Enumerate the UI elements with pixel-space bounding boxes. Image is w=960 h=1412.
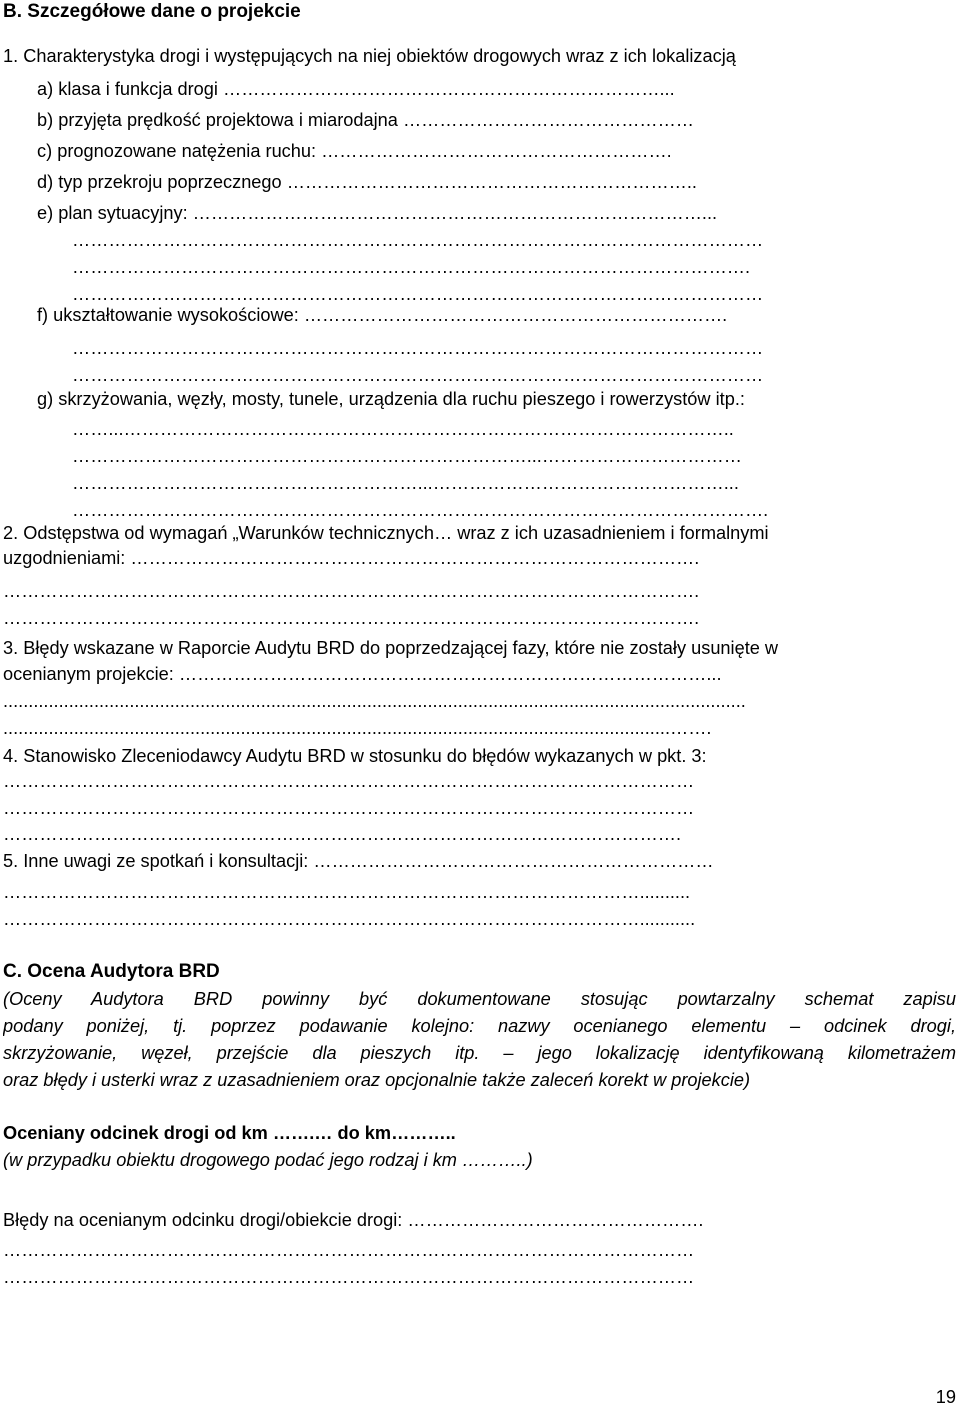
errors-continuation: …………………………………………………………………………………………………… xyxy=(3,1240,695,1260)
item-1g-continuation: ……………………………………………………………………………………………………. xyxy=(72,500,769,520)
item-5-continuation: ……………………………………………………………………………………………........... xyxy=(3,909,696,929)
item-1f-continuation: …………………………………………………………………………………………………… xyxy=(72,365,764,385)
item-4-line1: 4. Stanowisko Zleceniodawcy Audytu BRD w stosunku do błędów wykazanych w pkt. 3: xyxy=(3,746,707,766)
item-1b: b) przyjęta prędkość projektowa i miarodajna ………………………………………… xyxy=(37,110,694,130)
item-1d: d) typ przekroju poprzecznego ………………………………………………………….. xyxy=(37,172,697,192)
item-1e-continuation: …………………………………………………………………………………………………… xyxy=(72,230,764,250)
assessed-segment-label: Oceniany odcinek drogi od km …….… do km……….. xyxy=(3,1123,456,1143)
section-c-note-line: oraz błędy i usterki wraz z uzasadnieniem oraz opcjonalnie także zaleceń korekt w projekcie) xyxy=(3,1070,751,1090)
page-number: 19 xyxy=(935,1387,956,1407)
item-1e-continuation: …………………………………………………………………………………………………… xyxy=(72,284,764,304)
item-3-continuation: ................................................................................................................................................... xyxy=(3,691,746,711)
errors-continuation: …………………………………………………………………………………………………… xyxy=(3,1267,695,1287)
item-3-line2: ocenianym projekcie: ……………………………………………………………………………... xyxy=(3,664,722,684)
section-c-note-line: podany poniżej, tj. poprzez podawanie kolejno: nazwy ocenianego elementu – odcinek drogi, xyxy=(3,1016,956,1036)
item-2-line2: uzgodnieniami: …………………………………………………………………………………. xyxy=(3,548,700,568)
item-1a: a) klasa i funkcja drogi ………………………………………………………………... xyxy=(37,79,675,99)
item-1g-continuation: ……...……………………………………………………………………………………….. xyxy=(72,419,734,439)
section-c-note-line: skrzyżowanie, węzeł, przejście dla pieszych itp. – jego lokalizację identyfikowaną kilometrażem xyxy=(3,1043,956,1063)
item-1-title: 1. Charakterystyka drogi i występujących na niej obiektów drogowych wraz z ich lokalizacją xyxy=(3,46,736,66)
assessed-segment-note: (w przypadku obiektu drogowego podać jego rodzaj i km ………..) xyxy=(3,1150,533,1170)
item-1g-continuation: …………………………………………………………………...…………………………… xyxy=(72,446,742,466)
item-1f-continuation: …………………………………………………………………………………………………… xyxy=(72,338,764,358)
item-2-continuation: ……………………………………………………………………………………………………. xyxy=(3,608,700,628)
section-c-heading: C. Ocena Audytora BRD xyxy=(3,961,220,982)
item-5-continuation: …………………………………………………………………………………………….......... xyxy=(3,882,691,902)
errors-label: Błędy na ocenianym odcinku drogi/obiekcie drogi: …………………………………………. xyxy=(3,1210,704,1230)
section-b-heading: B. Szczegółowe dane o projekcie xyxy=(3,1,301,22)
item-1c: c) prognozowane natężenia ruchu: …………………………………………………. xyxy=(37,141,672,161)
item-1e: e) plan sytuacyjny: …………………………………………………………………………... xyxy=(37,203,718,223)
item-4-continuation: …………………………………………………………………………………………………. xyxy=(3,824,681,844)
item-1g: g) skrzyżowania, węzły, mosty, tunele, urządzenia dla ruchu pieszego i rowerzystów itp.: xyxy=(37,389,745,409)
item-2-continuation: ……………………………………………………………………………………………………. xyxy=(3,581,700,601)
item-1g-continuation: …………………………………………………...…………………………………………... xyxy=(72,473,739,493)
item-3-continuation: ....................................................................................................................................……. xyxy=(3,718,712,738)
item-4-continuation: …………………………………………………………………………………………………… xyxy=(3,771,695,791)
item-5-line1: 5. Inne uwagi ze spotkań i konsultacji: ………………………………………………………… xyxy=(3,851,714,871)
item-2-line1: 2. Odstępstwa od wymagań „Warunków technicznych… wraz z ich uzasadnieniem i formalnymi xyxy=(3,523,769,543)
item-1f: f) ukształtowanie wysokościowe: ……………………………………………………………. xyxy=(37,305,728,325)
item-1e-continuation: …………………………………………………………………………………………………. xyxy=(72,257,750,277)
item-3-line1: 3. Błędy wskazane w Raporcie Audytu BRD do poprzedzającej fazy, które nie zostały usunięte w xyxy=(3,638,779,658)
item-4-continuation: …………………………………………………………………………………………………… xyxy=(3,798,695,818)
section-c-note-line: (Oceny Audytora BRD powinny być dokumentowane stosując powtarzalny schemat zapisu xyxy=(3,989,956,1009)
